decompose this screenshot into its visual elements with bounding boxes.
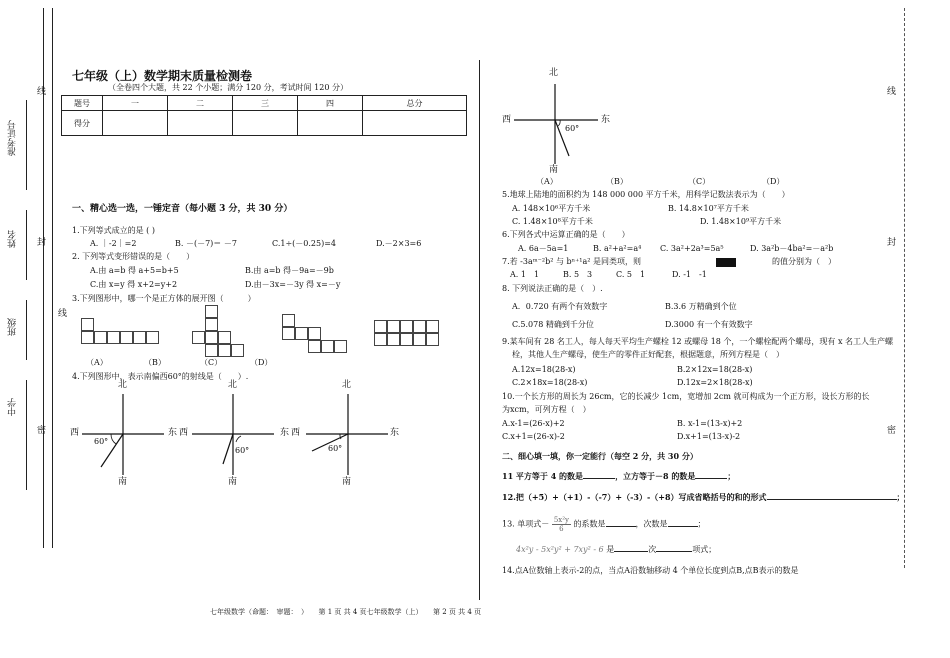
q13-part-d: ； [697, 519, 706, 529]
compass-b-south: 南 [228, 477, 238, 487]
compass-a-north: 北 [118, 380, 128, 390]
q13 [502, 516, 706, 533]
q4-stem: 4.下列图形中，表示南偏西60°的射线是（ ）. [72, 372, 249, 381]
q9-option-b: B.2×12x=18(28-x) [677, 365, 753, 374]
compass-d-south: 南 [549, 165, 559, 175]
q2-option-d: D.由－3x=－3y 得 x=－y [245, 280, 341, 289]
q10-option-a: A.x-1=(26-x)+2 [502, 419, 565, 428]
q13-answer-2[interactable] [668, 526, 698, 527]
q13b-answer-2[interactable] [656, 551, 692, 552]
q13b-poly: 4x²y - 5x²y² + 7xy² - 6 [516, 545, 604, 554]
q13-part-c: ，次数是 [635, 519, 668, 529]
q12-answer[interactable] [767, 499, 897, 500]
section1-heading: 一、精心选一选，一锤定音（每小题 3 分，共 30 分） [72, 204, 293, 214]
q11-part-a: 11 平方等于 4 的数是 [502, 471, 584, 481]
seal-mark-inner: 线 [56, 308, 66, 317]
compass-c-east: 东 [390, 428, 400, 438]
page-title: 七年级（上）数学期末质量检测卷 [72, 69, 253, 83]
q9-line1: 9.某车间有 28 名工人，每人每天平均生产螺栓 12 或螺母 18 个，一个螺栓配两个螺母，现有 x 名工人生产螺 [502, 337, 894, 346]
score-cell[interactable] [363, 111, 467, 136]
q7-stem: 7.若 -3aᵐ⁻²b² 与 bⁿ⁺¹a² 是同类项，则 [502, 257, 642, 266]
compass-d-west: 西 [502, 115, 512, 125]
q7-option-d: D. -1 -1 [672, 270, 707, 279]
compass-c-west: 西 [291, 428, 301, 438]
q5-stem: 5.地球上陆地的面积约为 148 000 000 平方千米，用科学记数法表示为（ ） [502, 190, 790, 199]
compass-b-east: 东 [280, 428, 290, 438]
page-footer: 七年级数学（命题： 审题： ） 第 1 页 共 4 页七年级数学（上） 第 2 页 共 4 页 [210, 608, 482, 616]
q8-option-b: B.3.6 万精确到个位 [665, 302, 737, 311]
q5-option-d: D. 1.48×10⁹平方千米 [700, 217, 782, 226]
score-cell[interactable] [233, 111, 298, 136]
name-line [26, 210, 27, 280]
q1-option-d: D.－2×3=6 [376, 239, 422, 248]
score-header-cell: 总分 [363, 96, 467, 111]
left-border-line-2 [52, 8, 53, 548]
q6-option-d: D. 3a²b－4ba²=－a²b [750, 244, 834, 253]
q4-compass-diagrams [60, 380, 420, 490]
q6-option-b: B. a²+a²=a⁴ [593, 244, 642, 253]
q13-part-b: 的系数是 [573, 519, 606, 529]
seal-mark: 线 [35, 86, 45, 95]
choice-label-a: （A） [536, 177, 558, 186]
seal-mark: 封 [35, 237, 45, 246]
compass-d-north: 北 [549, 68, 559, 78]
seal-mark: 线 [885, 86, 895, 95]
q11 [502, 471, 735, 481]
q13b-part-c: 项式； [692, 545, 717, 554]
q8-option-a: A．0.720 有两个有效数字 [512, 302, 608, 311]
compass-b-north: 北 [228, 380, 238, 390]
q9-option-c: C.2×18x=18(28-x) [512, 378, 588, 387]
compass-a-south: 南 [118, 477, 128, 487]
q13b-part-a: 是 [606, 545, 615, 554]
q1-option-c: C.1÷(－0.25)=4 [272, 239, 337, 248]
q1-option-a: A. ｜-2｜=2 [90, 239, 137, 248]
compass-c-south: 南 [342, 477, 352, 487]
compass-d-angle: 60° [565, 124, 580, 133]
compass-d-east: 东 [601, 115, 611, 125]
seal-mark: 封 [885, 237, 895, 246]
compass-a-angle: 60° [94, 437, 109, 446]
q8-option-d: D.3000 有一个有效数字 [665, 320, 753, 329]
q6-stem: 6.下列各式中运算正确的是（ ） [502, 230, 630, 239]
q6-option-c: C. 3a²+2a³=5a⁵ [660, 244, 724, 253]
page-subtitle: （全卷四个大题，共 22 个小题；满分 120 分，考试时间 120 分） [108, 83, 348, 92]
q9-option-d: D.12x=2×18(28-x) [677, 378, 753, 387]
q10-option-b: B. x-1=(13-x)+2 [677, 419, 743, 428]
score-header-cell: 题号 [62, 96, 103, 111]
q4-compass-d [500, 78, 610, 178]
q7-option-b: B. 5 3 [563, 270, 593, 279]
score-cell[interactable] [298, 111, 363, 136]
q6-option-a: A. 6a－5a=1 [518, 244, 569, 253]
q13-part-a: 13. 单项式－ [502, 519, 550, 529]
q13b-answer-1[interactable] [614, 551, 648, 552]
class-label: 班级 [8, 318, 18, 336]
redaction-box [716, 258, 736, 267]
class-line [26, 300, 27, 360]
choice-label-b: （B） [606, 177, 628, 186]
compass-b-angle: 60° [235, 446, 250, 455]
compass-a-west: 西 [70, 428, 80, 438]
q10-option-c: C.x+1=(26-x)-2 [502, 432, 565, 441]
q13-answer-1[interactable] [606, 526, 636, 527]
q13b-part-b: 次 [648, 545, 657, 554]
center-divider-line [479, 60, 480, 600]
q11-part-c: ； [727, 471, 736, 481]
school-label: 中学 [8, 398, 18, 416]
q2-option-b: B.由 a=b 得－9a=－9b [245, 266, 334, 275]
q13-numerator: 5x²y [553, 516, 569, 524]
q10-line2: 为xcm，可列方程（ ） [502, 405, 591, 414]
q2-stem: 2. 下列等式变形错误的是（ ） [72, 252, 195, 261]
q10-line1: 10.一个长方形的周长为 26cm，它的长减少 1cm，宽增加 2cm 就可构成为一个正方形，设长方形的长 [502, 392, 870, 401]
q10-option-d: D.x+1=(13-x)-2 [677, 432, 741, 441]
net-label-b: （B） [144, 358, 166, 367]
net-label-c: （C） [200, 358, 223, 367]
q1-option-b: B. －(－7)＝ －7 [175, 239, 237, 248]
exam-number-label: 准考证号 [8, 120, 18, 156]
q12-part-a: 12.把（+5）+（+1）-（-7）+（-3）-（+8）写成省略括号的和的形式 [502, 492, 767, 502]
q13-fraction [552, 516, 571, 533]
q13-denominator: 6 [559, 525, 564, 533]
exam-number-line [26, 100, 27, 190]
q8-option-c: C.5.078 精确到千分位 [512, 320, 594, 329]
q13b [516, 545, 716, 555]
score-header-cell: 二 [168, 96, 233, 111]
q12-part-b: ； [896, 492, 905, 502]
right-dashed-line [904, 8, 905, 568]
q12 [502, 492, 905, 502]
q3-stem: 3.下列图形中，哪一个是正方体的展开图（ ） [72, 294, 256, 303]
score-row-label: 得分 [62, 111, 103, 136]
q7-option-c: C. 5 1 [616, 270, 646, 279]
net-label-a: （A） [86, 358, 108, 367]
score-table [61, 95, 467, 136]
score-header-cell: 一 [103, 96, 168, 111]
q5-option-a: A. 148×10⁶平方千米 [512, 204, 591, 213]
choice-label-c: （C） [688, 177, 711, 186]
score-header-cell: 四 [298, 96, 363, 111]
q11-answer-1[interactable] [583, 478, 615, 479]
q8-stem: 8. 下列说法正确的是（ ）. [502, 284, 603, 293]
compass-a-east: 东 [168, 428, 178, 438]
q2-option-a: A.由 a=b 得 a+5=b+5 [90, 266, 179, 275]
q1-stem: 1.下列等式成立的是 ( ) [72, 226, 155, 235]
q7-tail: 的值分别为（ ） [772, 257, 836, 266]
q7-option-a: A. 1 1 [510, 270, 540, 279]
compass-c-angle: 60° [328, 444, 343, 453]
q9-line2: 栓，其他人生产螺母，使生产的零件正好配套，根据题意，所列方程是（ ） [512, 350, 784, 359]
q14: 14.点A位数轴上表示-2的点，当点A沿数轴移动 4 个单位长度到点B,点B表示的数是 [502, 566, 799, 575]
q9-option-a: A.12x=18(28-x) [512, 365, 576, 374]
q5-option-c: C. 1.48×10⁸平方千米 [512, 217, 593, 226]
score-header-cell: 三 [233, 96, 298, 111]
q5-option-b: B. 14.8×10⁷平方千米 [668, 204, 749, 213]
compass-b-west: 西 [179, 428, 189, 438]
choice-label-d: （D） [762, 177, 785, 186]
score-cell[interactable] [103, 111, 168, 136]
net-label-d: （D） [250, 358, 273, 367]
q11-answer-2[interactable] [695, 478, 727, 479]
compass-c-north: 北 [342, 380, 352, 390]
score-cell[interactable] [168, 111, 233, 136]
school-line [26, 380, 27, 490]
seal-mark: 密 [35, 425, 45, 434]
q11-part-b: ，立方等于－8 的数是 [615, 471, 696, 481]
section2-heading: 二、细心填一填，你一定能行（每空 2 分，共 30 分） [502, 451, 698, 461]
seal-mark: 密 [885, 425, 895, 434]
q2-option-c: C.由 x=y 得 x+2=y+2 [90, 280, 178, 289]
name-label: 姓名 [8, 230, 18, 248]
